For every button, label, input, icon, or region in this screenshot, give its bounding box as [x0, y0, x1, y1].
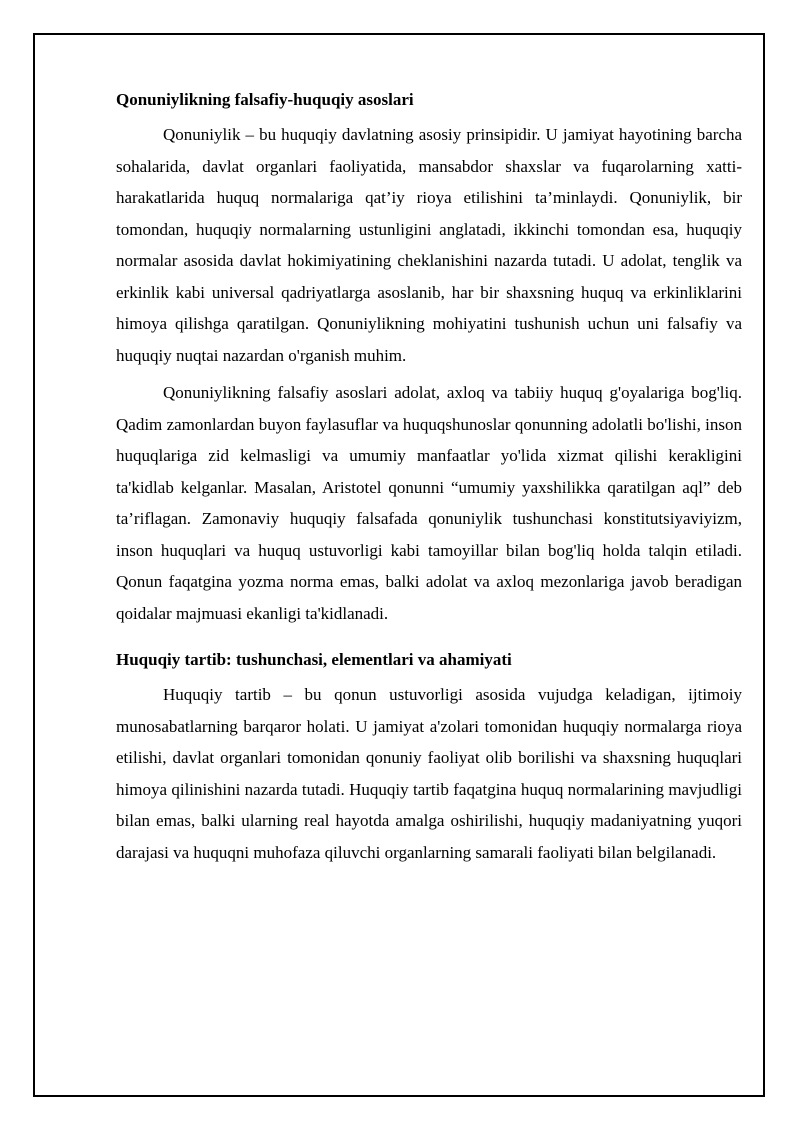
- document-body: [116, 84, 742, 868]
- paragraph: Qonuniylikning falsafiy asoslari adolat, axloq va tabiiy huquq g'oyalariga bog'liq. Qadim zamonlardan buyon faylasuflar va huquqshunoslar qonunning adolatli bo'lishi, inson huquqlariga zid kelmasligi va umumiy manfaatlar yo'lida xizmat qilishi kerakligini ta'kidlab kelganlar. Masalan, Aristotel qonunni “umumiy yaxshilikka qaratilgan aql” deb ta’riflagan. Zamonaviy huquqiy falsafada qonuniylik tushunchasi konstitutsiyaviyizm, inson huquqlari va huquq ustuvorligi kabi tamoyillar bilan bog'liq holda talqin etiladi. Qonun faqatgina yozma norma emas, balki adolat va axloq mezonlariga javob beradigan qoidalar majmuasi ekanligi ta'kidlanadi.: [116, 383, 742, 623]
- section-heading-legality: Qonuniylikning falsafiy-huquqiy asoslari: [116, 90, 414, 109]
- section-heading-legal-order: Huquqiy tartib: tushunchasi, elementlari va ahamiyati: [116, 650, 512, 669]
- paragraph: Qonuniylik – bu huquqiy davlatning asosiy prinsipidir. U jamiyat hayotining barcha sohalarida, davlat organlari faoliyatida, mansabdor shaxslar va fuqarolarning xatti-harakatlarida huquq normalariga qat’iy rioya etilishini ta’minlaydi. Qonuniylik, bir tomondan, huquqiy normalarning ustunligini anglatadi, ikkinchi tomondan esa, huquqiy normalar asosida davlat hokimiyatining cheklanishini nazarda tutadi. U adolat, tenglik va erkinlik kabi universal qadriyatlarga asoslanib, har bir shaxsning huquq va erkinliklarini himoya qilishga qaratilgan. Qonuniylikning mohiyatini tushunish uchun uni falsafiy va huquqiy nuqtai nazardan o'rganish muhim.: [116, 125, 742, 365]
- paragraph: Huquqiy tartib – bu qonun ustuvorligi asosida vujudga keladigan, ijtimoiy munosabatlarning barqaror holati. U jamiyat a'zolari tomonidan huquqiy normalarga rioya etilishi, davlat organlari tomonidan qonuniy faoliyat olib borilishi va shaxsning huquqlari himoya qilinishini nazarda tutadi. Huquqiy tartib faqatgina huquq normalarining mavjudligi bilan emas, balki ularning real hayotda amalga oshirilishi, huquqiy madaniyatning yuqori darajasi va huquqni muhofaza qiluvchi organlarning samarali faoliyati bilan belgilanadi.: [116, 685, 742, 862]
